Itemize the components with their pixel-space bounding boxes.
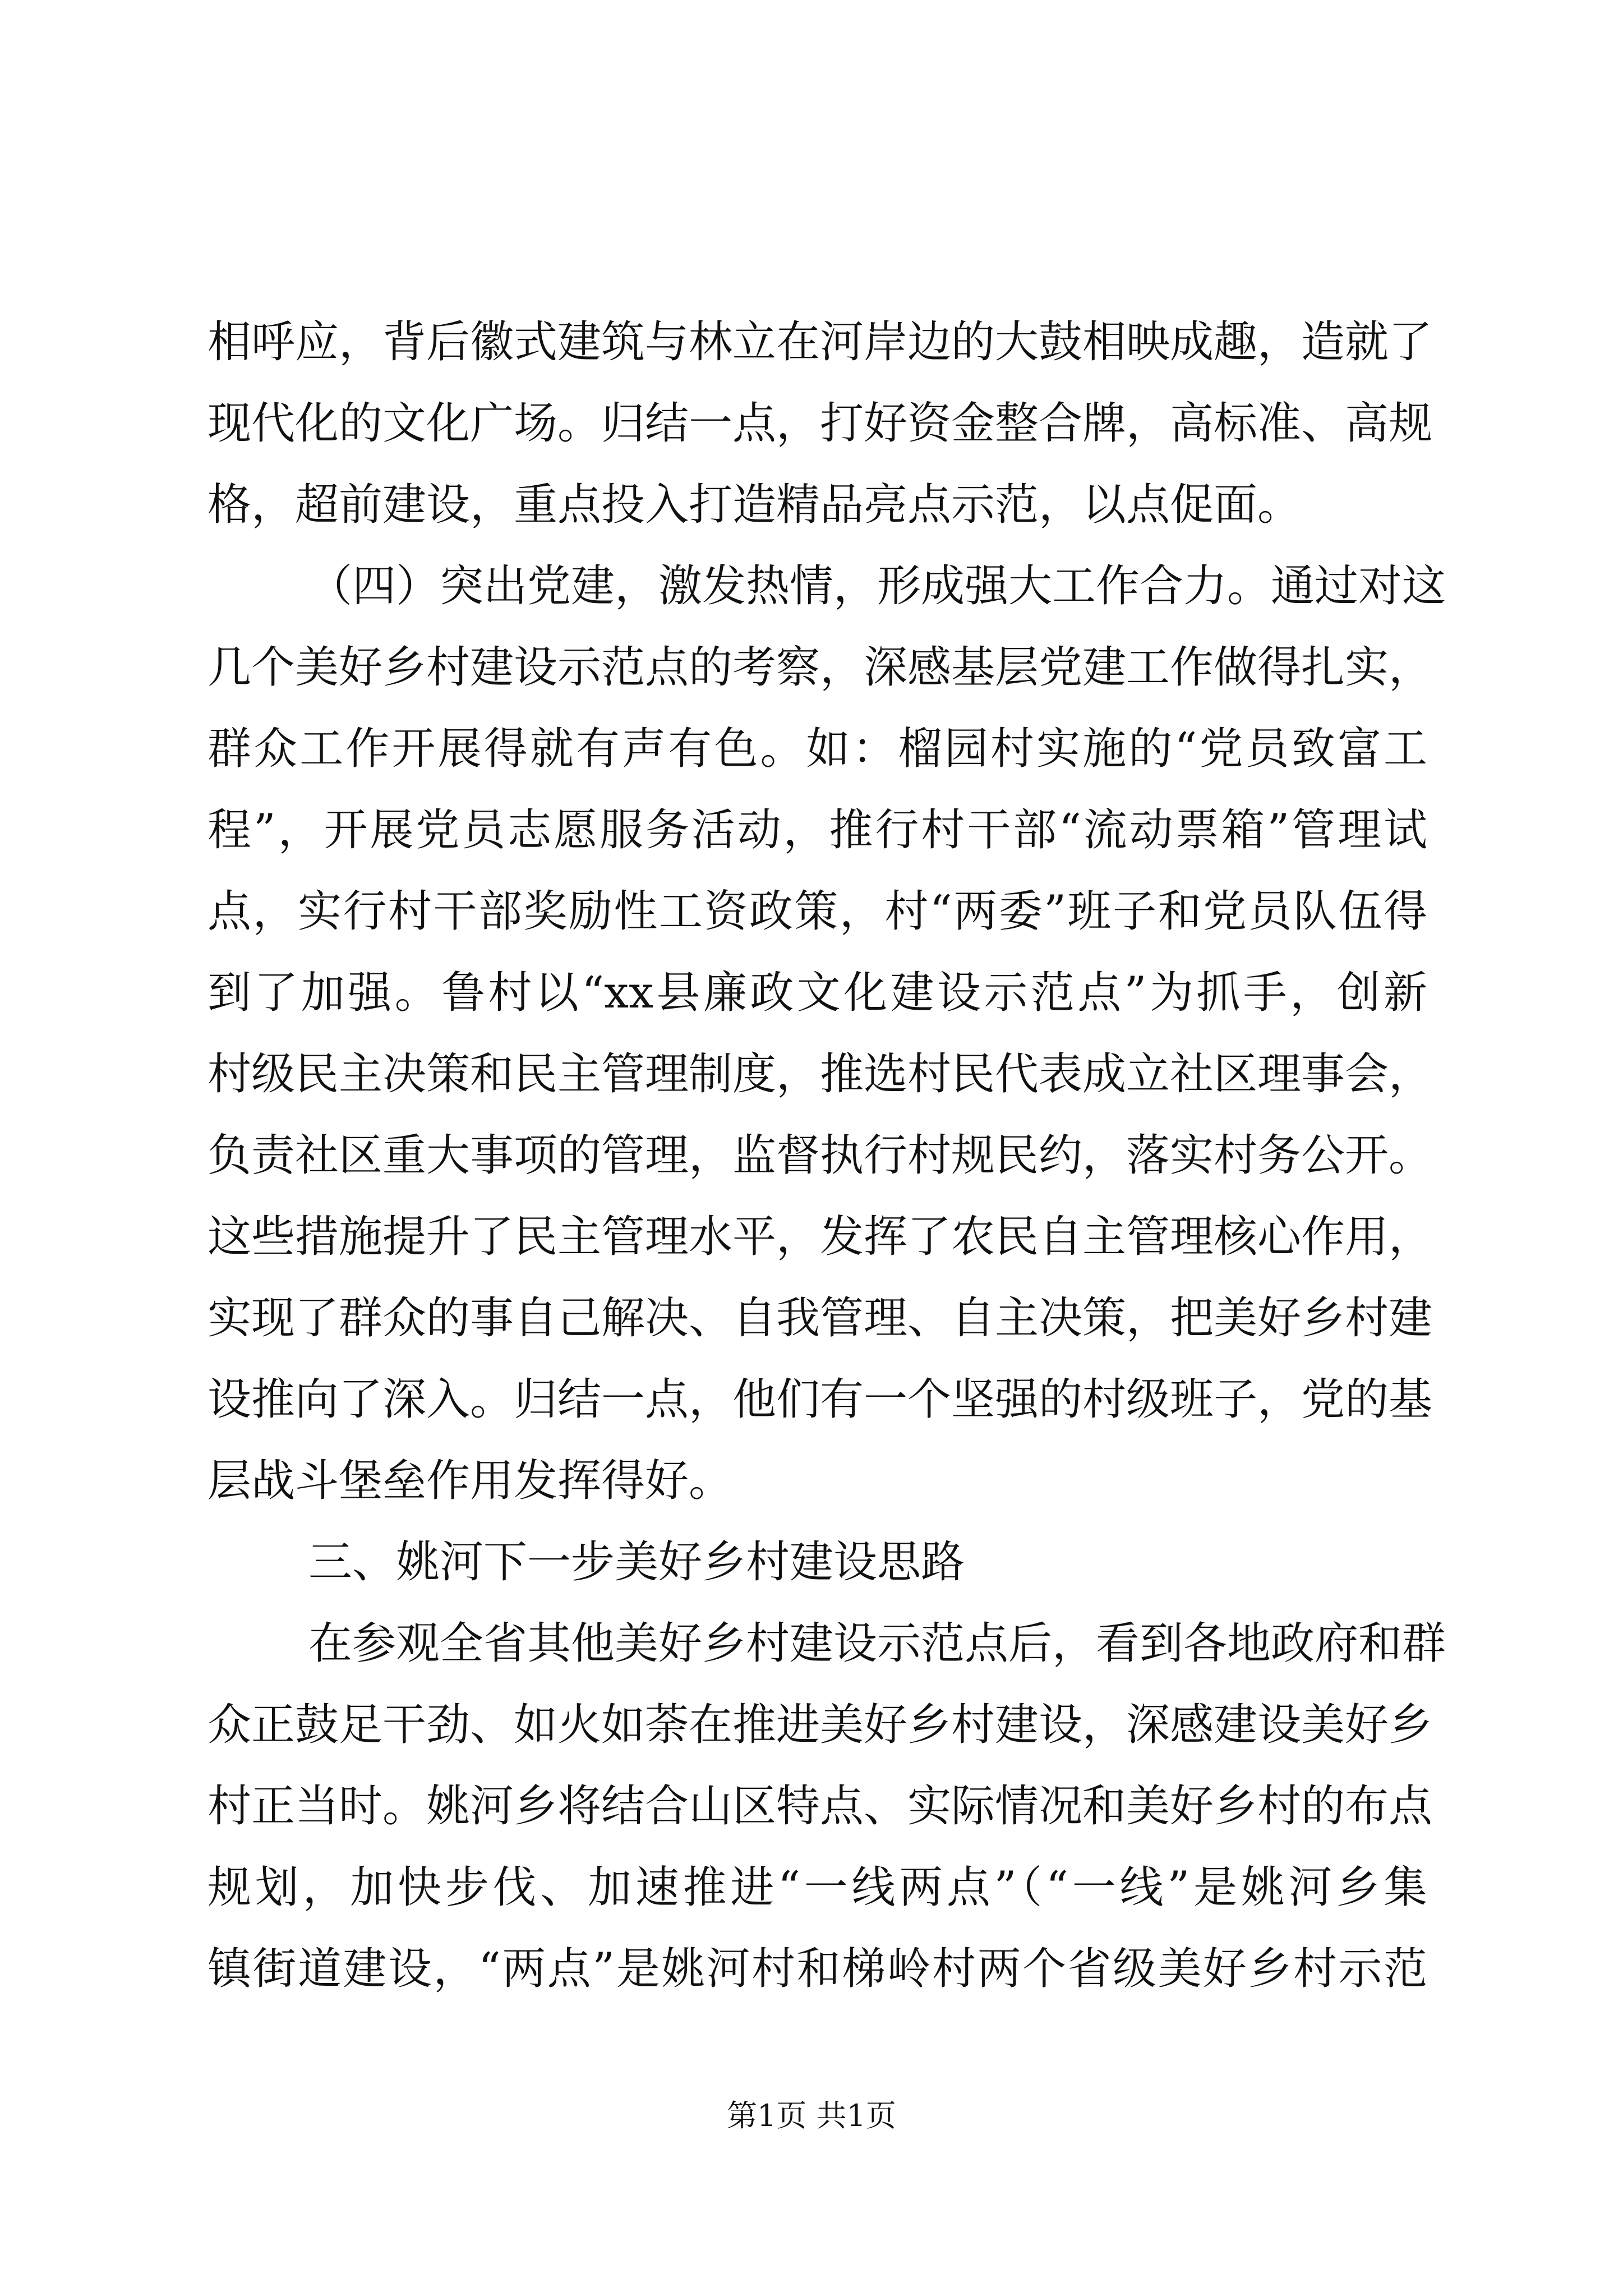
section-heading-line: （四）突出党建，激发热情，形成强大工作合力。通过对这 bbox=[308, 561, 1446, 611]
text-line: 群众工作开展得就有声有色。如：榴园村实施的“党员致富工 bbox=[208, 724, 1427, 774]
text-line: 层战斗堡垒作用发挥得好。 bbox=[208, 1456, 733, 1506]
text-line: 现代化的文化广场。归结一点，打好资金整合牌，高标准、高规 bbox=[208, 398, 1433, 449]
text-line: 这些措施提升了民主管理水平，发挥了农民自主管理核心作用， bbox=[208, 1212, 1433, 1262]
page-footer: 第1页 共1页 bbox=[727, 2098, 896, 2133]
text-line: 点，实行村干部奖励性工资政策，村“两委”班子和党员队伍得 bbox=[208, 886, 1427, 937]
text-line: 格，超前建设，重点投入打造精品亮点示范，以点促面。 bbox=[208, 480, 1302, 530]
section-heading: 三、姚河下一步美好乡村建设思路 bbox=[308, 1537, 965, 1588]
text-line: 在参观全省其他美好乡村建设示范点后，看到各地政府和群 bbox=[308, 1618, 1446, 1669]
text-line: 相呼应，背后徽式建筑与林立在河岸边的大鼓相映成趣，造就了 bbox=[208, 317, 1433, 367]
text-line: 村正当时。姚河乡将结合山区特点、实际情况和美好乡村的布点 bbox=[208, 1781, 1433, 1832]
text-line: 众正鼓足干劲、如火如荼在推进美好乡村建设，深感建设美好乡 bbox=[208, 1700, 1433, 1750]
text-line: 村级民主决策和民主管理制度，推选村民代表成立社区理事会， bbox=[208, 1049, 1433, 1099]
text-line: 镇街道建设，“两点”是姚河村和梯岭村两个省级美好乡村示范 bbox=[208, 1944, 1427, 1994]
text-line: 规划，加快步伐、加速推进“一线两点”（“一线”是姚河乡集 bbox=[208, 1862, 1427, 1913]
text-line: 到了加强。鲁村以“xx县廉政文化建设示范点”为抓手，创新 bbox=[208, 968, 1427, 1018]
text-line: 设推向了深入。归结一点，他们有一个坚强的村级班子，党的基 bbox=[208, 1374, 1433, 1425]
text-line: 程”，开展党员志愿服务活动，推行村干部“流动票箱”管理试 bbox=[208, 805, 1427, 855]
text-line: 实现了群众的事自己解决、自我管理、自主决策，把美好乡村建 bbox=[208, 1293, 1433, 1343]
text-line: 几个美好乡村建设示范点的考察，深感基层党建工作做得扎实， bbox=[208, 642, 1433, 693]
text-line: 负责社区重大事项的管理，监督执行村规民约，落实村务公开。 bbox=[208, 1130, 1433, 1181]
